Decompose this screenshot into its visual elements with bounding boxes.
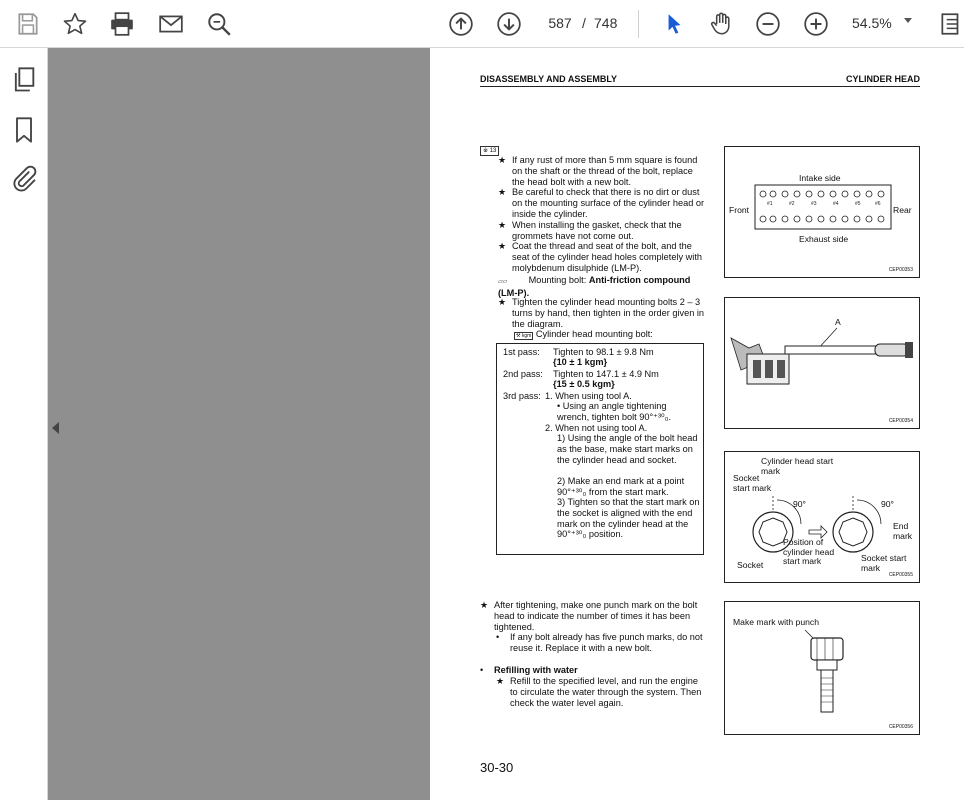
angle-label: 90° bbox=[881, 499, 894, 509]
pass3-sub3: 3) Tighten so that the start mark on the socket is aligned with the end mark on the cylinder head at the 90°⁺³⁰₀ position. bbox=[557, 497, 700, 540]
zoom-level[interactable]: 54.5% bbox=[852, 15, 892, 31]
mail-icon[interactable] bbox=[155, 8, 187, 40]
figure-code: CEP00353 bbox=[888, 267, 913, 273]
front-label: Front bbox=[729, 205, 750, 215]
hand-icon[interactable] bbox=[705, 8, 737, 40]
save-icon[interactable] bbox=[12, 8, 44, 40]
collapse-arrow-icon[interactable] bbox=[52, 422, 59, 434]
bolt-number: #4 bbox=[833, 201, 839, 207]
cylinder-head-diagram bbox=[725, 147, 921, 279]
socket-label: Socket bbox=[737, 560, 764, 570]
wrench-icon: ⚒ kgm bbox=[516, 333, 532, 339]
cyl-head-mark-label: Cylinder head start mark bbox=[761, 456, 834, 476]
wrench-diagram bbox=[725, 298, 921, 430]
toolbar bbox=[0, 0, 964, 48]
arrow-down-icon[interactable] bbox=[493, 8, 525, 40]
section-title: • Refilling with water bbox=[480, 665, 578, 675]
list-item: ★ If any rust of more than 5 mm square is found on the shaft or the thread of the bolt, replace the head bolt with a new bolt. bbox=[498, 155, 698, 187]
pass3-label: 3rd pass: bbox=[503, 391, 541, 401]
socket-mark-label: Socket start mark bbox=[733, 473, 772, 493]
figure-code: CEP00355 bbox=[888, 572, 913, 578]
pass2-label: 2nd pass: bbox=[503, 369, 543, 379]
figure-bolt-order bbox=[724, 146, 920, 278]
paperclip-icon[interactable] bbox=[10, 164, 38, 192]
figure-code: CEP00354 bbox=[888, 418, 913, 424]
pass1-kgm: {10 ± 1 kgm} bbox=[553, 357, 608, 367]
ref-mark: ※ 13 bbox=[480, 146, 499, 156]
grease-icon: ▱▱ bbox=[498, 279, 508, 285]
bolt-number: #5 bbox=[855, 201, 861, 207]
figure-code: CEP00356 bbox=[888, 724, 913, 730]
list-item: ★ Tighten the cylinder head mounting bolts 2 – 3 turns by hand, then tighten in the order given in the diagram. bbox=[498, 297, 705, 329]
mounting-bolt-line: ▱▱ Mounting bolt: Anti-friction compound (LM-P). bbox=[498, 275, 691, 298]
bolt-number: #2 bbox=[789, 201, 795, 207]
bolt-diagram bbox=[725, 602, 921, 736]
tools-icon[interactable] bbox=[938, 8, 964, 40]
list-item: • If any bolt already has five punch marks, do not reuse it. Replace it with a new bolt. bbox=[496, 632, 703, 653]
page-number-input[interactable]: 587 bbox=[548, 15, 572, 31]
exhaust-label: Exhaust side bbox=[799, 234, 849, 244]
bolt-number: #3 bbox=[811, 201, 817, 207]
page-number: 30-30 bbox=[480, 760, 514, 775]
list-item: ★ Be careful to check that there is no dirt or dust on the mounting surface of the cylinder head or inside the cylinder. bbox=[498, 187, 705, 219]
zoom-in-icon[interactable] bbox=[800, 8, 832, 40]
figure-start-marks bbox=[724, 451, 920, 583]
chevron-down-icon[interactable] bbox=[904, 18, 912, 23]
arrow-up-icon[interactable] bbox=[445, 8, 477, 40]
star-icon[interactable] bbox=[59, 8, 91, 40]
header-right: CYLINDER HEAD bbox=[845, 74, 920, 84]
cursor-icon[interactable] bbox=[658, 8, 690, 40]
list-item: ★ When installing the gasket, check that the grommets have not come out. bbox=[498, 219, 682, 241]
pass1-value: Tighten to 98.1 ± 9.8 Nm bbox=[553, 347, 654, 357]
pages-icon[interactable] bbox=[10, 66, 38, 94]
pass3-item2: 2. When not using tool A. bbox=[545, 423, 648, 433]
page-total: 748 bbox=[594, 15, 618, 31]
pass2-value: Tighten to 147.1 ± 4.9 Nm bbox=[553, 369, 659, 379]
pass3-item1-sub: • Using an angle tightening wrench, tighten bolt 90°⁺³⁰₀. bbox=[557, 401, 672, 422]
bolt-number: #1 bbox=[767, 201, 773, 207]
angle-label: 90° bbox=[793, 499, 806, 509]
print-icon[interactable] bbox=[106, 8, 138, 40]
start-mark-diagram bbox=[725, 452, 921, 584]
bookmark-icon[interactable] bbox=[10, 116, 38, 144]
figure-punch-mark bbox=[724, 601, 920, 735]
list-item: ★ Refill to the specified level, and run the engine to circulate the water through the system. Then check the water level again. bbox=[496, 676, 702, 708]
rear-label: Rear bbox=[893, 205, 912, 215]
pdf-page bbox=[430, 48, 964, 800]
bolt-number: #6 bbox=[875, 201, 881, 207]
intake-label: Intake side bbox=[799, 173, 841, 183]
list-item: ★ Coat the thread and seat of the bolt, and the seat of the cylinder head holes completely with molybdenum disulphide (LM-P). bbox=[498, 241, 702, 273]
toolbar-divider bbox=[638, 10, 639, 38]
document-background bbox=[48, 48, 430, 800]
pass3-sub1: 1) Using the angle of the bolt head as the base, make start marks on the cylinder head and socket. bbox=[557, 433, 698, 465]
punch-mark-label: Make mark with punch bbox=[733, 617, 819, 627]
figure-angle-wrench bbox=[724, 297, 920, 429]
pass3-item1: 1. When using tool A. bbox=[545, 391, 632, 401]
position-label: Position of cylinder head start mark bbox=[783, 537, 835, 567]
list-item: ★ After tightening, make one punch mark on the bolt head to indicate the number of times it has been tightened. bbox=[480, 600, 698, 632]
tool-a-label: A bbox=[835, 317, 841, 327]
socket-start-label: Socket start mark bbox=[861, 553, 907, 573]
header-left: DISASSEMBLY AND ASSEMBLY bbox=[480, 74, 618, 84]
bullet-list bbox=[480, 155, 706, 274]
zoom-out-icon[interactable] bbox=[752, 8, 784, 40]
page-separator: / bbox=[582, 15, 586, 31]
left-rail bbox=[0, 48, 48, 800]
pass3-sub2: 2) Make an end mark at a point 90°⁺³⁰₀ from the start mark. bbox=[557, 476, 685, 497]
pass2-kgm: {15 ± 0.5 kgm} bbox=[553, 379, 615, 389]
header-rule bbox=[480, 86, 920, 87]
search-icon[interactable] bbox=[203, 8, 235, 40]
torque-label: ⚒ kgm Cylinder head mounting bolt: bbox=[516, 329, 653, 339]
end-mark-label: End mark bbox=[893, 521, 913, 541]
pass1-label: 1st pass: bbox=[503, 347, 540, 357]
tightening-steps-box bbox=[496, 343, 704, 555]
